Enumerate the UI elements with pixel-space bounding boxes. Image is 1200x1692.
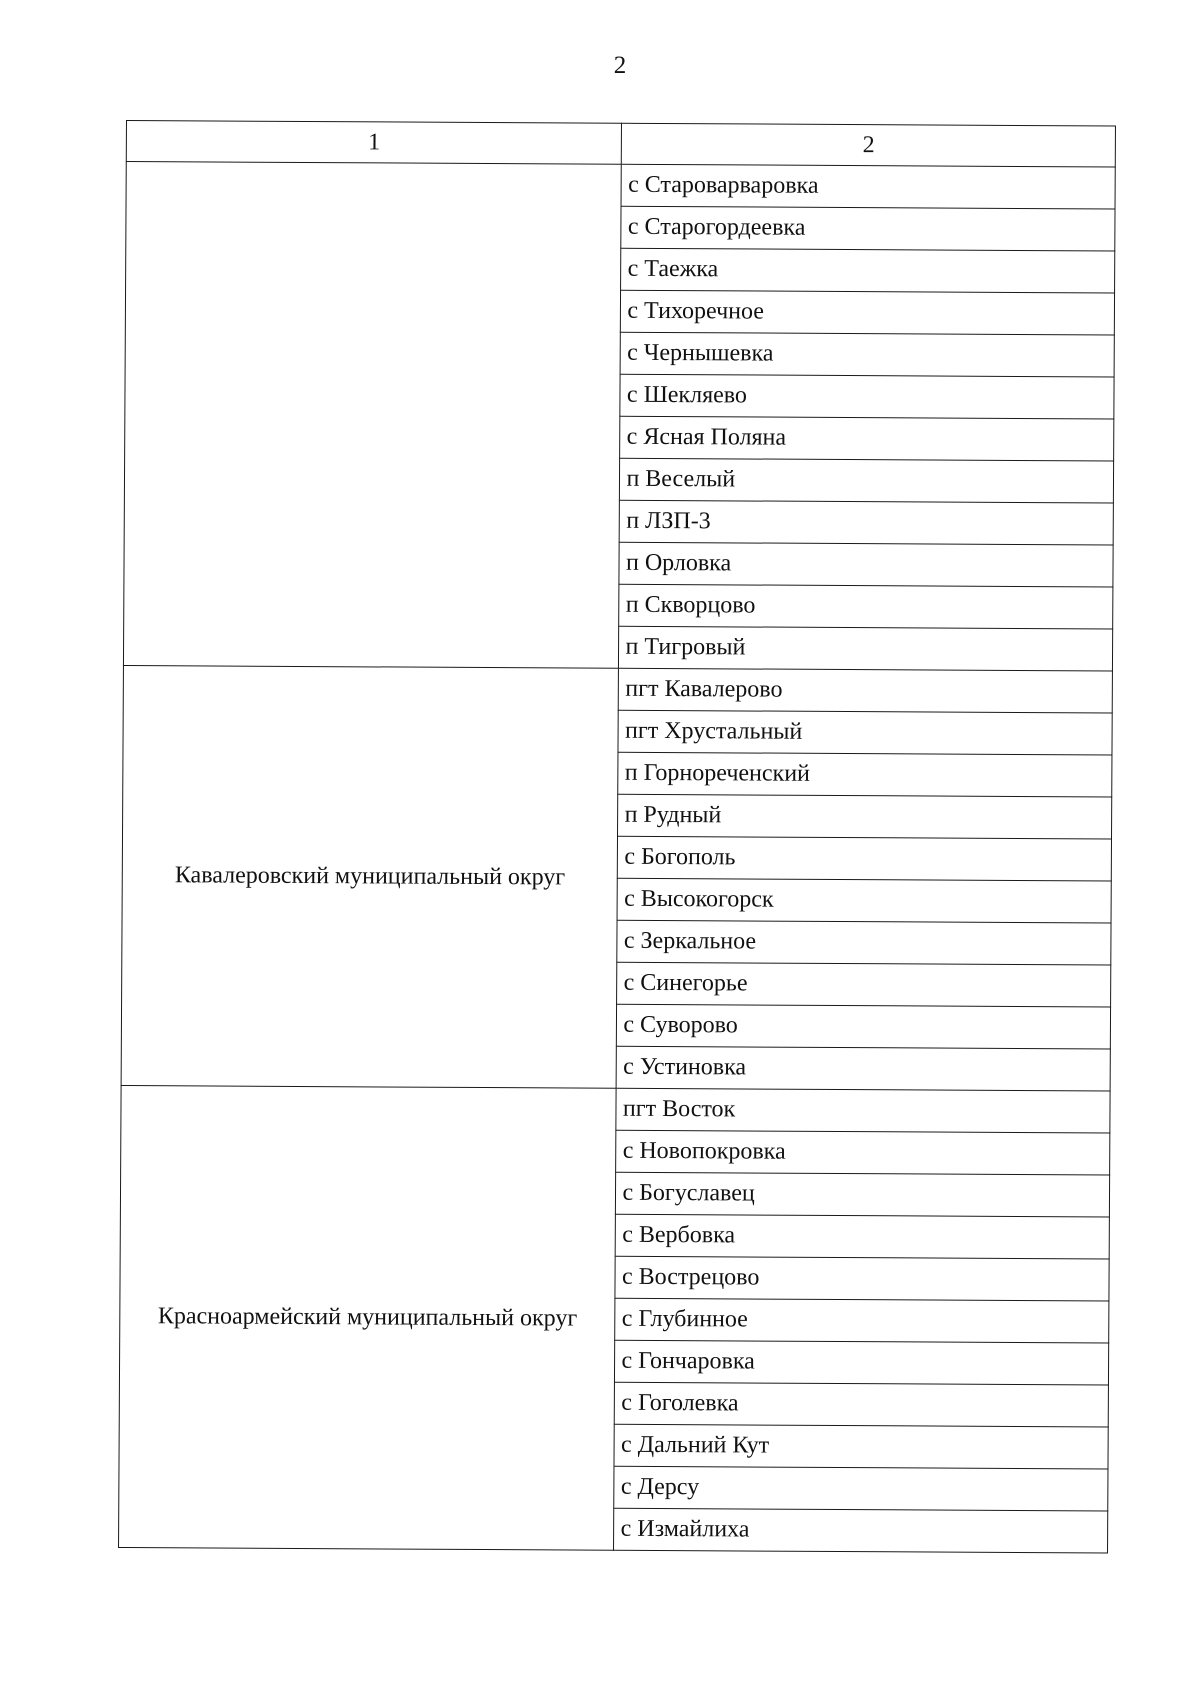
settlement-name-cell: с Дерсу xyxy=(614,1466,1108,1511)
settlement-name-cell: с Устиновка xyxy=(617,1046,1111,1091)
settlement-name-cell: с Синегорье xyxy=(617,962,1111,1007)
settlement-name-cell: с Ясная Поляна xyxy=(620,416,1114,461)
settlement-name-cell: пгт Хрустальный xyxy=(618,710,1112,755)
settlement-name-cell: с Тихоречное xyxy=(621,290,1115,335)
settlement-name-cell: с Староварваровка xyxy=(622,164,1116,209)
district-name-cell: Красноармейский муниципальный округ xyxy=(119,1085,617,1550)
settlement-name-cell: с Зеркальное xyxy=(617,920,1111,965)
settlement-name-cell: с Таежка xyxy=(621,248,1115,293)
settlement-name-cell: п ЛЗП-3 xyxy=(620,500,1114,545)
column-header-1: 1 xyxy=(126,121,622,165)
settlement-name-cell: п Тигровый xyxy=(619,626,1113,671)
settlement-name-cell: с Новопокровка xyxy=(616,1130,1110,1175)
settlement-name-cell: с Вербовка xyxy=(616,1214,1110,1259)
settlement-name-cell: с Вострецово xyxy=(615,1256,1109,1301)
table-header-row xyxy=(126,121,1115,168)
settlement-name-cell: с Шекляево xyxy=(620,374,1114,419)
settlement-name-cell: п Скворцово xyxy=(619,584,1113,629)
settlement-name-cell: с Измайлиха xyxy=(614,1508,1108,1553)
settlement-name-cell: с Суворово xyxy=(617,1004,1111,1049)
settlement-name-cell: п Орловка xyxy=(619,542,1113,587)
settlement-name-cell: пгт Кавалерово xyxy=(619,668,1113,713)
settlements-table xyxy=(118,120,1116,1554)
settlement-name-cell: п Рудный xyxy=(618,794,1112,839)
settlement-name-cell: с Чернышевка xyxy=(621,332,1115,377)
settlement-name-cell: п Веселый xyxy=(620,458,1114,503)
settlement-name-cell: с Гоголевка xyxy=(615,1382,1109,1427)
table-row xyxy=(121,1085,1110,1133)
settlement-name-cell: с Глубинное xyxy=(615,1298,1109,1343)
table-row xyxy=(126,162,1115,210)
settlement-name-cell: с Высокогорск xyxy=(618,878,1112,923)
settlement-name-cell: с Гончаровка xyxy=(615,1340,1109,1385)
settlement-name-cell: п Горнореченский xyxy=(618,752,1112,797)
settlement-name-cell: с Богуславец xyxy=(616,1172,1110,1217)
table-row xyxy=(123,665,1112,713)
settlement-name-cell: пгт Восток xyxy=(616,1088,1110,1133)
district-name-cell: Кавалеровский муниципальный округ xyxy=(121,665,619,1088)
column-header-2: 2 xyxy=(622,123,1116,167)
settlement-name-cell: с Богополь xyxy=(618,836,1112,881)
district-name-cell xyxy=(123,162,621,669)
page-number: 2 xyxy=(613,52,627,79)
settlement-name-cell: с Дальний Кут xyxy=(614,1424,1108,1469)
settlement-name-cell: с Старогордеевка xyxy=(621,206,1115,251)
